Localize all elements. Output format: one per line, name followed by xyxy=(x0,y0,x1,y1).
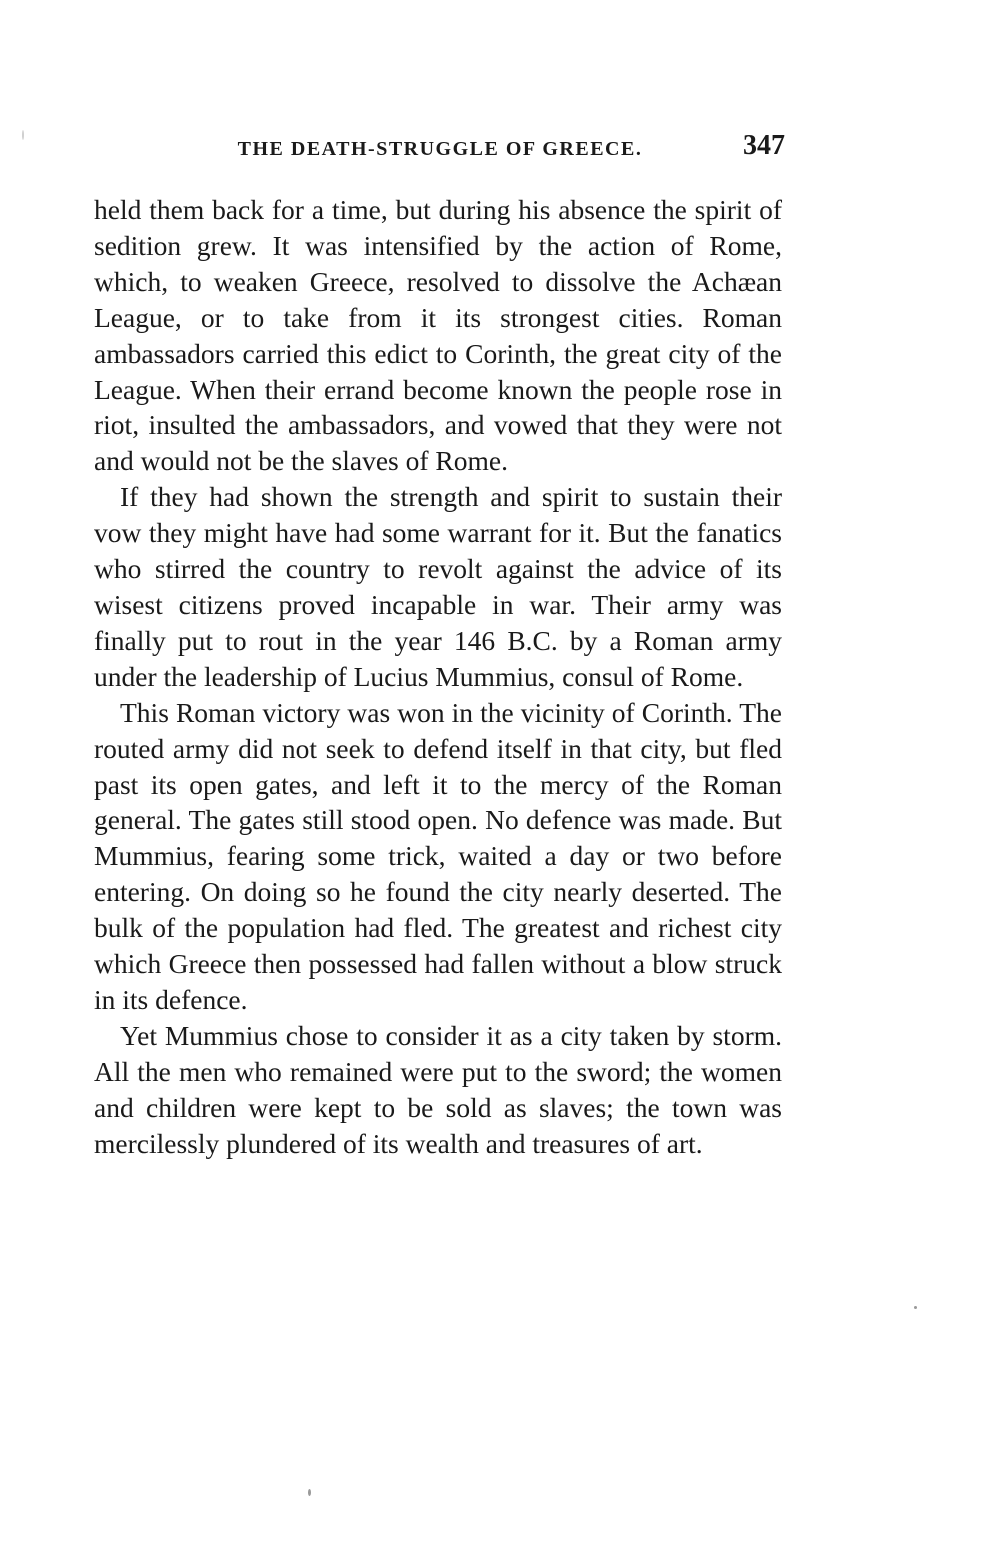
running-title: THE DEATH-STRUGGLE OF GREECE. xyxy=(237,138,643,160)
paragraph-1: held them back for a time, but during his absence the spirit of sedition grew. It was intensified by the action of Rome, which, to weaken Greece, resolved to dissolve the Achæan League, or to take from it its strongest cities. Roman ambassadors carried this edict to Corinth, the great city of the League. When their errand become known the people rose in riot, insulted the ambassadors, and vowed that they were not and would not be the slaves of Rome. xyxy=(94,194,782,477)
print-speck xyxy=(914,1306,917,1309)
page-number: 347 xyxy=(743,130,785,161)
print-speck xyxy=(308,1489,311,1496)
paragraph-3: This Roman victory was won in the vicinity of Corinth. The routed army did not seek to defend itself in that city, but fled past its open gates, and left it to the mercy of the Roman general. The gates still stood open. No defence was made. But Mummius, fearing some trick, waited a day or two before entering. On doing so he found the city nearly deserted. The bulk of the population had fled. The greatest and richest city which Greece then possessed had fallen without a blow struck in its defence. xyxy=(94,696,782,1015)
paragraph-4: Yet Mummius chose to consider it as a city taken by storm. All the men who remained were put to the sword; the women and children were kept to be sold as slaves; the town was mercilessly plundered of its wealth and treasures of art. xyxy=(94,1019,782,1159)
print-speck xyxy=(22,130,24,140)
running-head xyxy=(95,128,785,168)
body-text xyxy=(94,192,782,1161)
paragraph-2: If they had shown the strength and spirit to sustain their vow they might have had some warrant for it. But the fanatics who stirred the country to revolt against the advice of its wisest citizens proved incapable in war. Their army was finally put to rout in the year 146 B.C. by a Roman army under the leadership of Lucius Mummius, consul of Rome. xyxy=(94,481,782,692)
